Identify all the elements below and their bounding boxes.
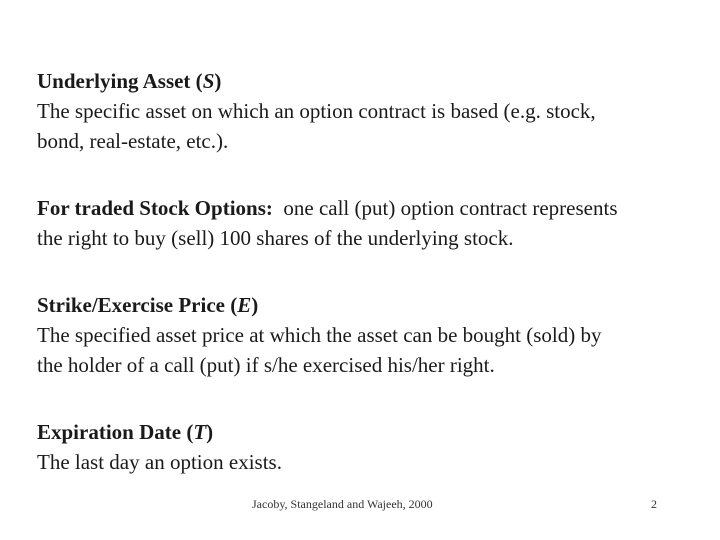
footer-credit: Jacoby, Stangeland and Wajeeh, 2000	[252, 497, 433, 511]
heading-text: Expiration Date (	[37, 420, 194, 444]
section-underlying-asset	[37, 66, 705, 156]
section-traded-stock-options	[37, 193, 705, 253]
body-line: The specified asset price at which the asset can be bought (sold) by	[37, 323, 602, 347]
body-line: the right to buy (sell) 100 shares of the underlying stock.	[37, 226, 514, 250]
heading-close: )	[251, 293, 259, 317]
section-heading	[37, 290, 705, 320]
section-expiration-date	[37, 417, 705, 477]
heading-text: Strike/Exercise Price (	[37, 293, 238, 317]
body-text: one call (put) option contract represents	[283, 196, 618, 220]
section-heading	[37, 417, 705, 447]
slide-content	[37, 66, 705, 477]
body-line: bond, real-estate, etc.).	[37, 129, 229, 153]
inline-heading-line	[37, 193, 705, 223]
slide-footer	[0, 495, 720, 515]
heading-close: )	[206, 420, 214, 444]
heading-text: Underlying Asset (	[37, 69, 203, 93]
section-heading: For traded Stock Options:	[37, 196, 273, 220]
page-number: 2	[651, 497, 657, 511]
heading-variable: E	[237, 293, 252, 317]
section-heading	[37, 66, 705, 96]
heading-variable: T	[193, 420, 207, 444]
heading-variable: S	[202, 69, 215, 93]
body-line: The last day an option exists.	[37, 450, 282, 474]
body-line: The specific asset on which an option contract is based (e.g. stock,	[37, 99, 596, 123]
body-line: the holder of a call (put) if s/he exercised his/her right.	[37, 353, 495, 377]
section-strike-price	[37, 290, 705, 380]
heading-close: )	[214, 69, 222, 93]
